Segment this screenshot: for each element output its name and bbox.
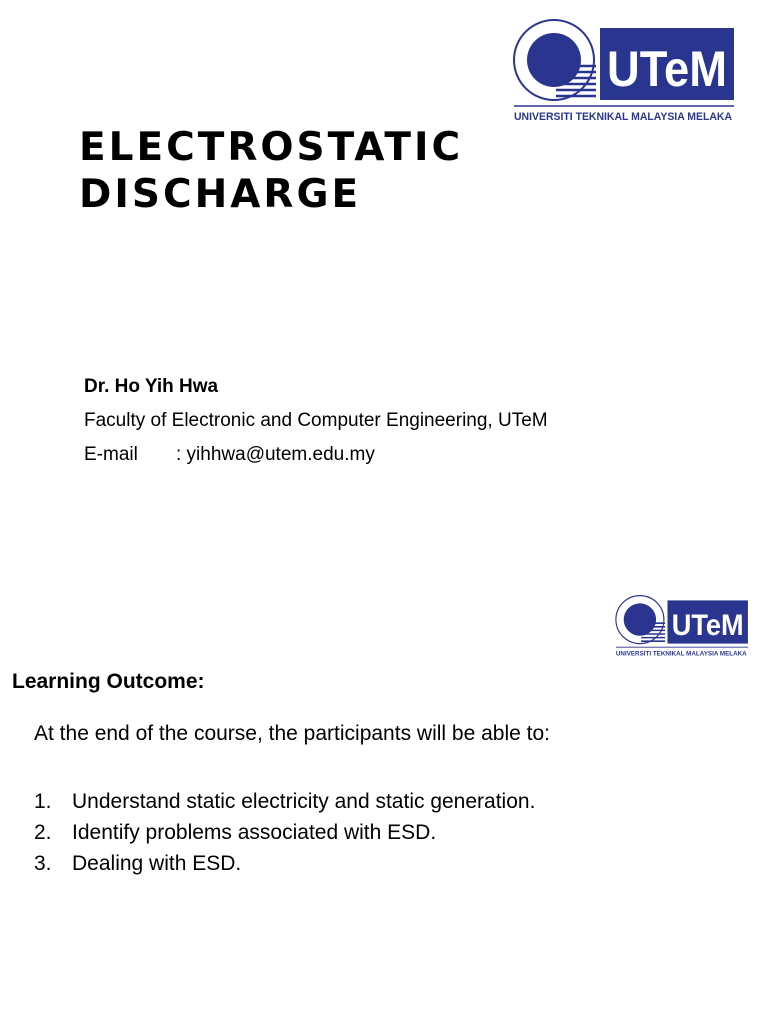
author-faculty: Faculty of Electronic and Computer Engineering, UTeM bbox=[84, 410, 548, 431]
learning-outcome-intro: At the end of the course, the participants will be able to: bbox=[34, 722, 550, 745]
title-line-2: DISCHARGE bbox=[79, 172, 362, 217]
list-item bbox=[34, 817, 535, 848]
learning-outcome-heading: Learning Outcome: bbox=[12, 670, 205, 693]
learning-outcome-list bbox=[34, 786, 535, 879]
email-label: E-mail bbox=[84, 444, 138, 465]
list-item bbox=[34, 786, 535, 817]
list-item-number: 1. bbox=[34, 790, 52, 813]
utem-emblem-icon bbox=[616, 596, 665, 644]
list-item-number: 3. bbox=[34, 852, 52, 875]
utem-logo-small bbox=[610, 592, 755, 658]
utem-logo-subtitle: UNIVERSITI TEKNIKAL MALAYSIA MELAKA bbox=[615, 650, 747, 658]
utem-emblem-icon bbox=[514, 20, 596, 100]
utem-logo bbox=[512, 14, 738, 124]
author-block bbox=[84, 370, 548, 472]
list-item bbox=[34, 848, 535, 879]
utem-logo-text: UTeM bbox=[607, 41, 727, 97]
list-item-text: Identify problems associated with ESD. bbox=[72, 821, 437, 844]
utem-logo-subtitle: UNIVERSITI TEKNIKAL MALAYSIA MELAKA bbox=[514, 111, 733, 123]
author-name: Dr. Ho Yih Hwa bbox=[84, 376, 219, 397]
list-item-number: 2. bbox=[34, 821, 52, 844]
utem-logo-text: UTeM bbox=[671, 609, 744, 643]
email-value: : yihhwa@utem.edu.my bbox=[176, 444, 375, 465]
title-line-1: ELECTROSTATIC bbox=[79, 125, 464, 170]
list-item-text: Dealing with ESD. bbox=[72, 852, 242, 875]
author-email bbox=[84, 438, 548, 472]
list-item-text: Understand static electricity and static generation. bbox=[72, 790, 536, 813]
page-title bbox=[79, 124, 463, 218]
